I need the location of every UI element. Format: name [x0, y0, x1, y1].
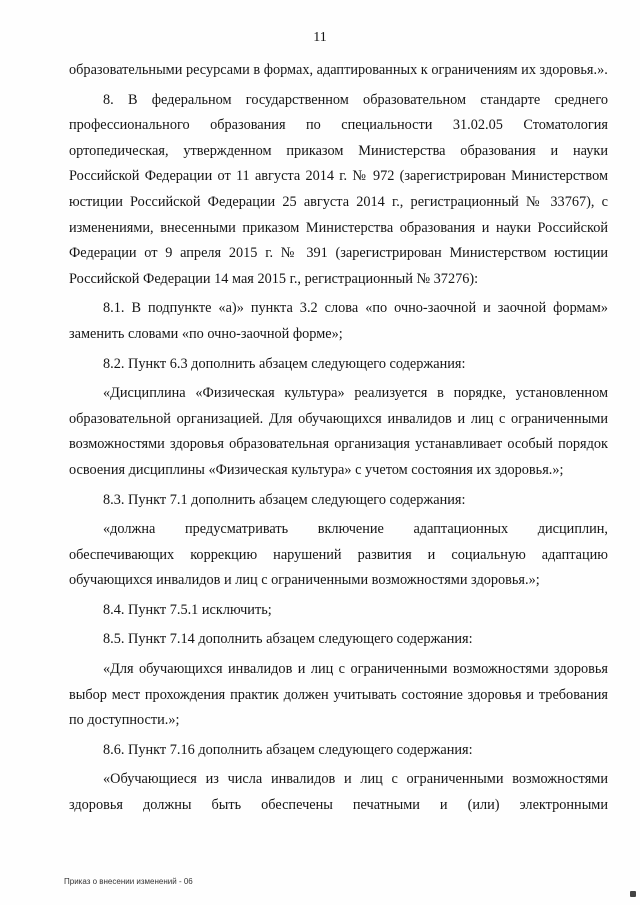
- paragraph-item-8-6: 8.6. Пункт 7.16 дополнить абзацем следующего содержания:: [103, 741, 473, 758]
- scan-mark: [630, 891, 636, 897]
- paragraph-item-8-2: 8.2. Пункт 6.3 дополнить абзацем следующего содержания:: [103, 355, 466, 372]
- footer-note: Приказ о внесении изменений - 06: [64, 877, 193, 886]
- paragraph-quote-physical-culture: «Дисциплина «Физическая культура» реализуется в порядке, установленном образовательной организацией. Для обучающихся инвалидов и лиц с ограниченными возможностями здоровья образовательная организация устанавливает особый порядок освоения дисциплины «Физическая культура» с учетом состояния их здоровья.»;: [69, 385, 608, 478]
- paragraph-quote-adaptation: «должна предусматривать включение адаптационных дисциплин, обеспечивающих коррекцию нарушений развития и социальную адаптацию обучающихся инвалидов и лиц с ограниченными возможностями здоровья.»;: [69, 521, 608, 589]
- paragraph-item-8-3: 8.3. Пункт 7.1 дополнить абзацем следующего содержания:: [103, 491, 466, 508]
- paragraph-quote-learners: «Обучающиеся из числа инвалидов и лиц с ограниченными возможностями здоровья должны быть обеспечены печатными и (или) электронными: [69, 771, 608, 814]
- paragraph-quote-practice: «Для обучающихся инвалидов и лиц с ограниченными возможностями здоровья выбор мест прохождения практик должен учитывать состояние здоровья и требования по доступности.»;: [69, 661, 608, 729]
- document-body: [69, 58, 608, 823]
- paragraph-item-8-4: 8.4. Пункт 7.5.1 исключить;: [103, 601, 272, 618]
- paragraph-continuation: образовательными ресурсами в формах, адаптированных к ограничениям их здоровья.».: [69, 62, 608, 78]
- paragraph-item-8: 8. В федеральном государственном образовательном стандарте среднего профессионального образования по специальности 31.02.05 Стоматология ортопедическая, утвержденном приказом Министерства образования и науки Российской Федерации от 11 августа 2014 г. № 972 (зарегистрирован Министерством юстиции Российской Федерации 25 августа 2014 г., регистрационный № 33767), с изменениями, внесенными приказом Министерства образования и науки Российской Федерации от 9 апреля 2015 г. № 391 (зарегистрирован Министерством юстиции Российской Федерации 14 мая 2015 г., регистрационный № 37276):: [69, 91, 608, 287]
- paragraph-item-8-1: 8.1. В подпункте «а)» пункта 3.2 слова «по очно-заочной и заочной формам» заменить словами «по очно-заочной форме»;: [69, 300, 608, 342]
- paragraph-item-8-5: 8.5. Пункт 7.14 дополнить абзацем следующего содержания:: [103, 631, 473, 648]
- page-number: 11: [313, 30, 327, 45]
